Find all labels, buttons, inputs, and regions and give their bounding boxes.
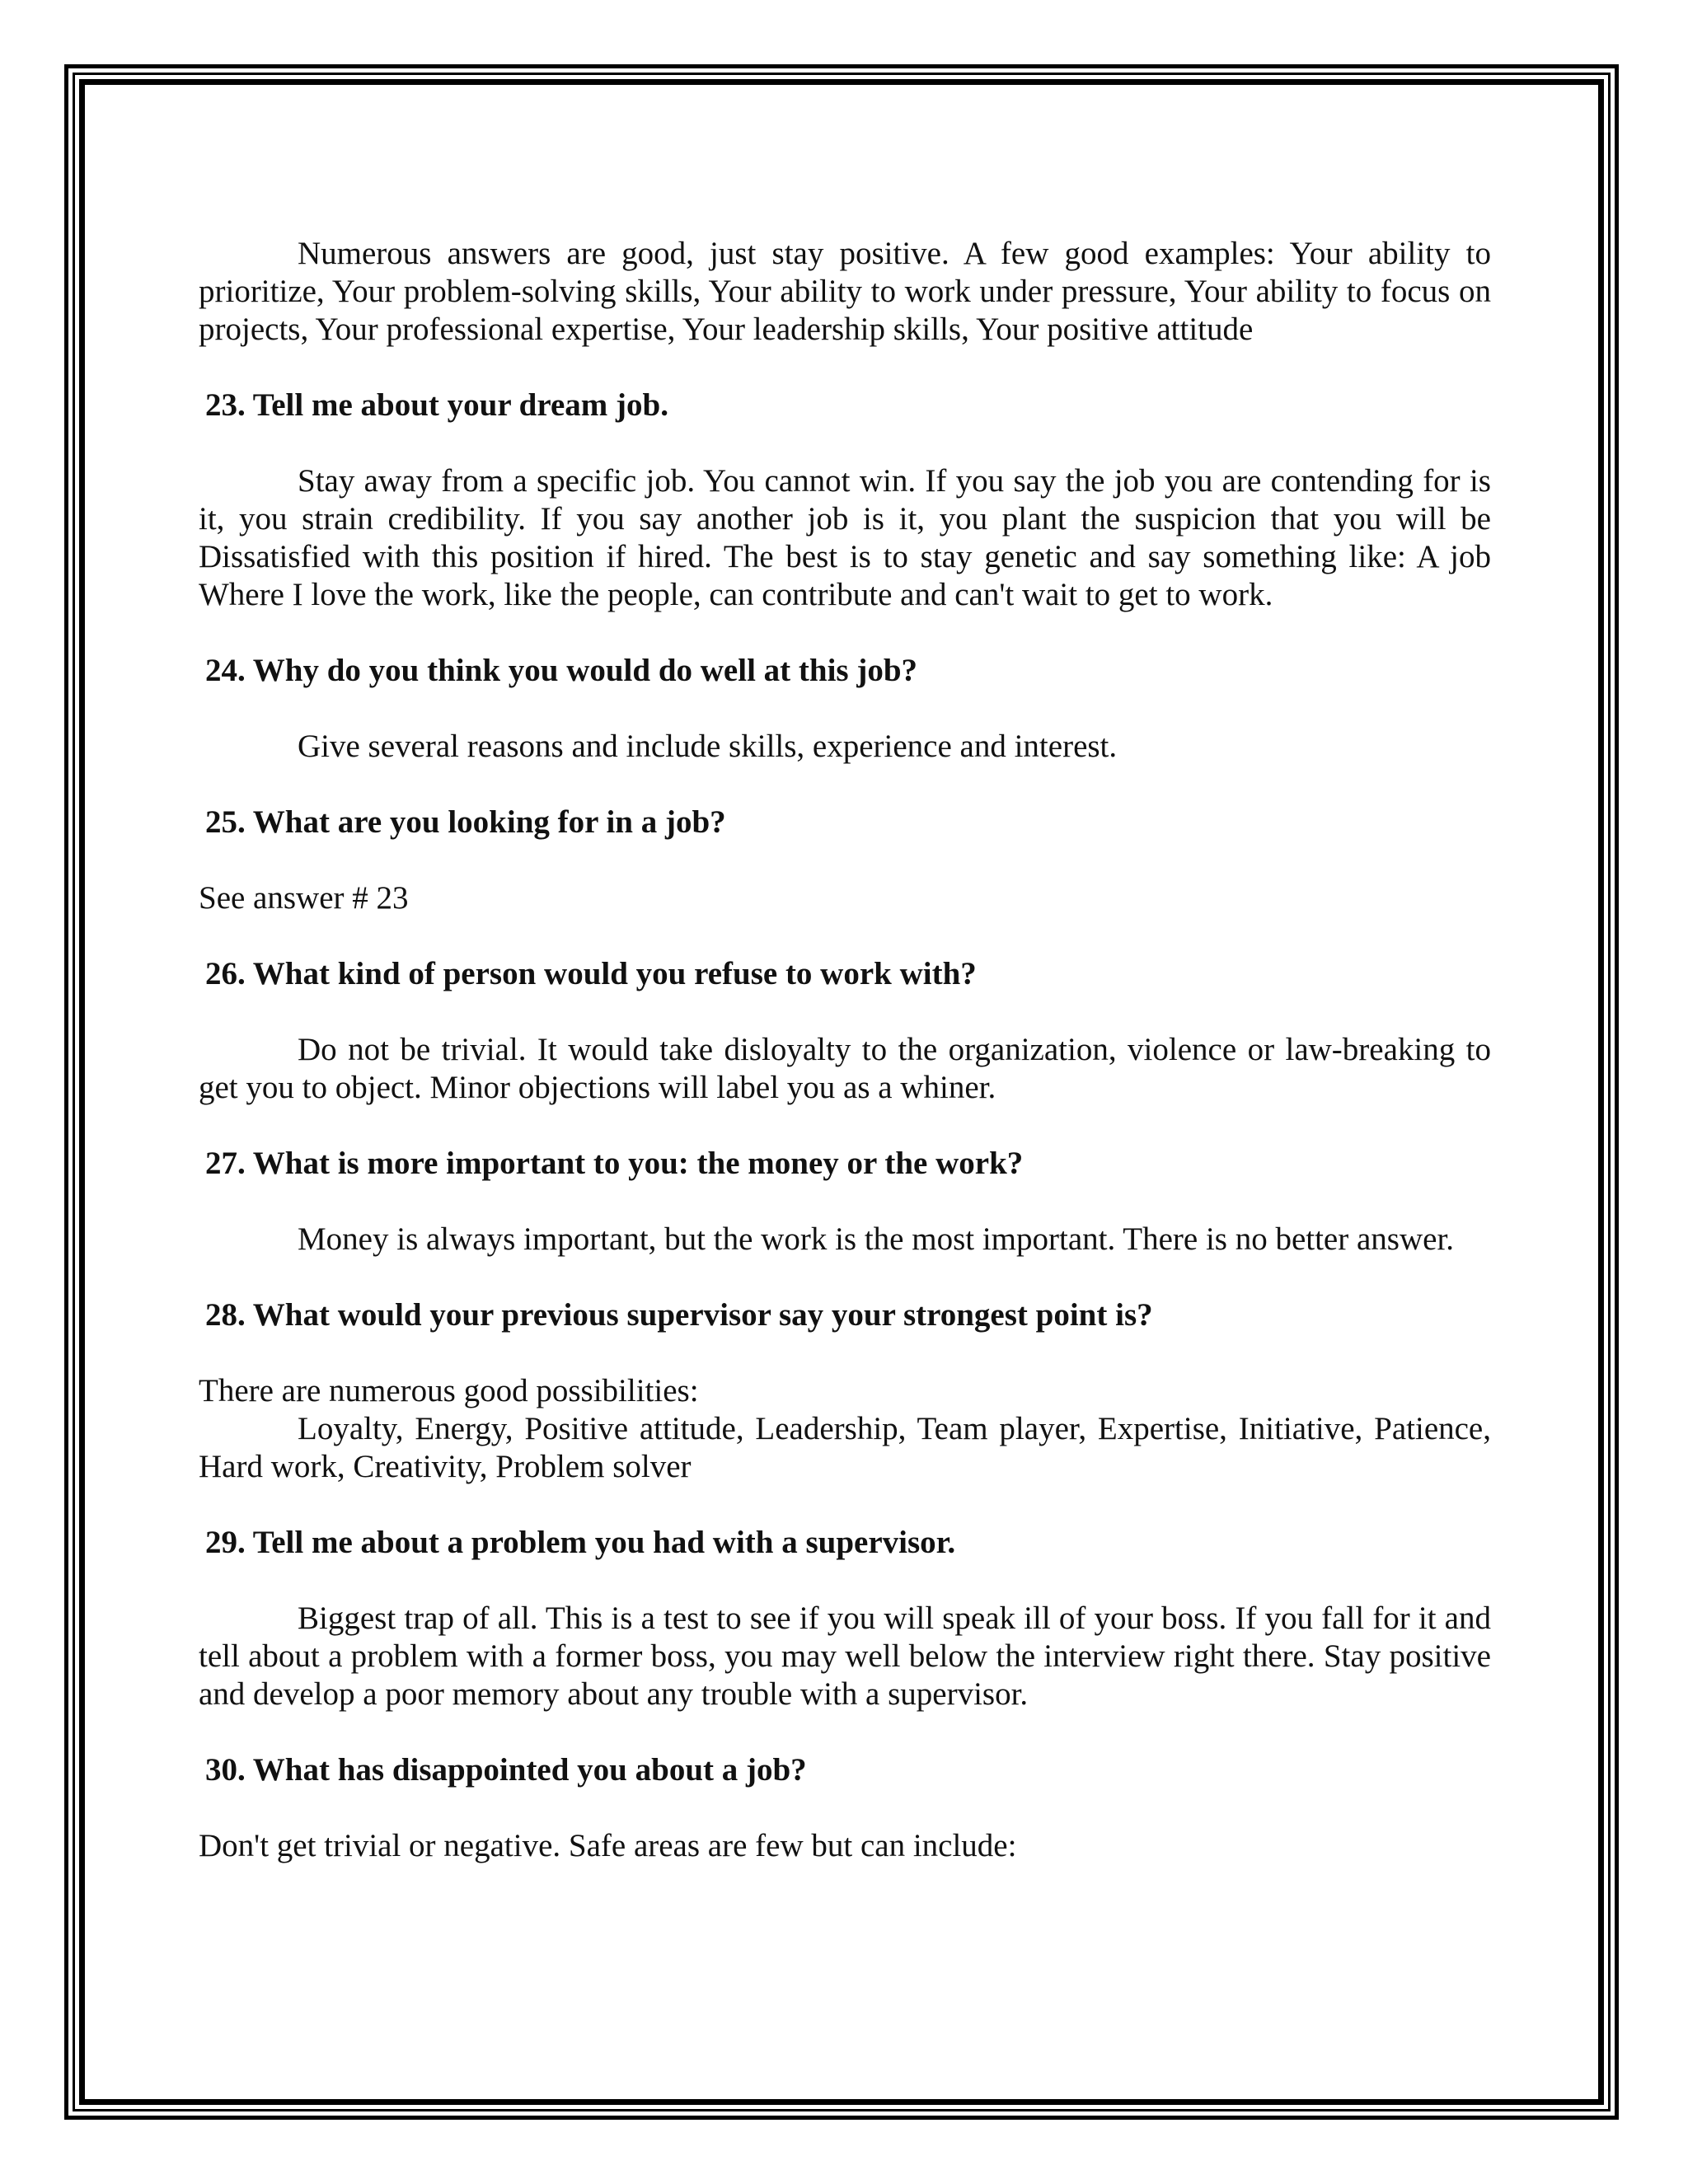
answer-paragraph: Loyalty, Energy, Positive attitude, Leadership, Team player, Expertise, Initiative, Patience, Hard work, Creativity, Problem solver: [199, 1411, 1491, 1484]
question-heading: 28. What would your previous supervisor say your strongest point is?: [205, 1297, 1153, 1333]
answer-paragraph: Give several reasons and include skills, experience and interest.: [298, 729, 1118, 764]
question-heading: 24. Why do you think you would do well at this job?: [205, 653, 918, 688]
document-body: [199, 235, 1491, 1865]
question-heading: 23. Tell me about your dream job.: [205, 387, 668, 423]
question-heading: 27. What is more important to you: the money or the work?: [205, 1146, 1024, 1181]
answer-lead-line: There are numerous good possibilities:: [199, 1373, 699, 1408]
answer-paragraph: Don't get trivial or negative. Safe areas are few but can include:: [199, 1828, 1017, 1863]
question-heading: 25. What are you looking for in a job?: [205, 804, 726, 840]
answer-paragraph: Stay away from a specific job. You cannot win. If you say the job you are contending for is it, you strain credibility. If you say another job is it, you plant the suspicion that you will be Dissatisfied with this position if hired. The best is to stay genetic and say something like: A job Where I love the work, like the people, can contribute and can't wait to get to work.: [199, 463, 1491, 612]
answer-paragraph: See answer # 23: [199, 880, 409, 916]
question-heading: 26. What kind of person would you refuse to work with?: [205, 956, 977, 991]
question-heading: 29. Tell me about a problem you had with a supervisor.: [205, 1525, 956, 1560]
question-heading: 30. What has disappointed you about a job?: [205, 1752, 807, 1788]
answer-paragraph: Biggest trap of all. This is a test to see if you will speak ill of your boss. If you fall for it and tell about a problem with a former boss, you may well below the interview right there. Stay positive and develop a poor memory about any trouble with a supervisor.: [199, 1601, 1491, 1712]
intro-paragraph: Numerous answers are good, just stay positive. A few good examples: Your ability to prioritize, Your problem-solving skills, Your ability to work under pressure, Your ability to focus on projects, Your professional expertise, Your leadership skills, Your positive attitude: [199, 236, 1491, 347]
answer-paragraph: Money is always important, but the work is the most important. There is no better answer.: [298, 1221, 1455, 1257]
answer-paragraph: Do not be trivial. It would take disloyalty to the organization, violence or law-breaking to get you to object. Minor objections will label you as a whiner.: [199, 1032, 1491, 1105]
